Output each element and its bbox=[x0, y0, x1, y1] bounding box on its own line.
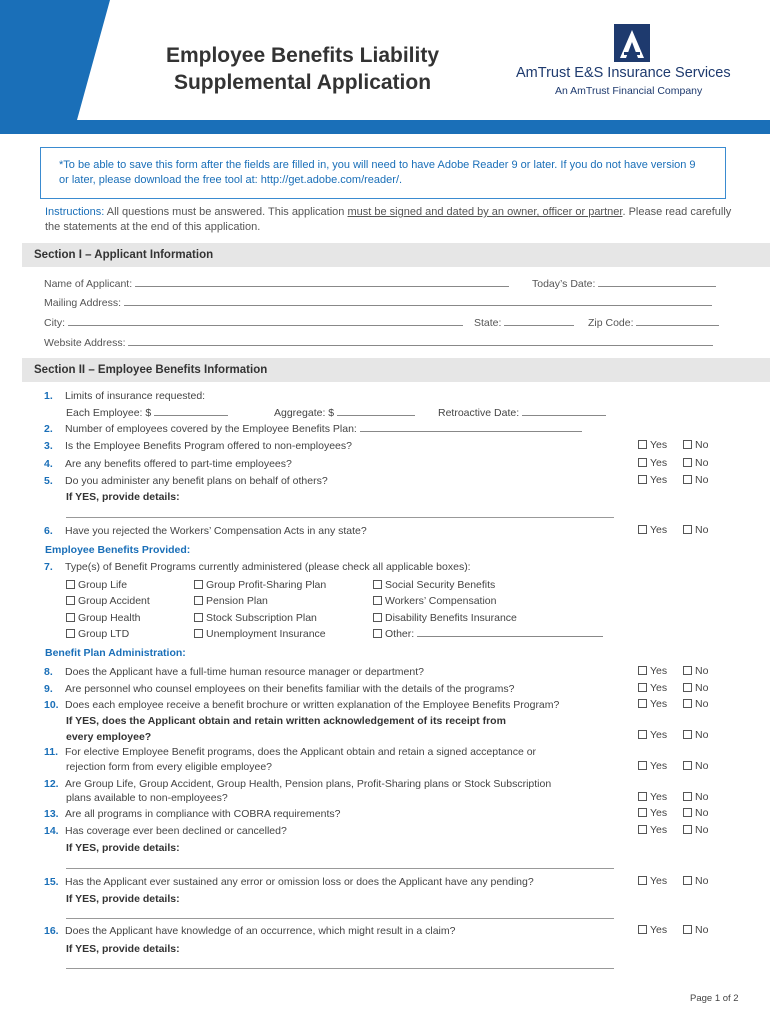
yes-label: Yes bbox=[650, 698, 668, 710]
checkbox-icon[interactable] bbox=[66, 580, 75, 589]
q13-yes[interactable] bbox=[638, 807, 667, 819]
no-label: No bbox=[695, 665, 709, 677]
plan-administration-heading: Benefit Plan Administration: bbox=[45, 647, 186, 659]
question-number: 9. bbox=[44, 683, 53, 695]
q10-ack-no[interactable] bbox=[683, 729, 708, 741]
page-number: Page 1 of 2 bbox=[690, 993, 739, 1004]
benefit-label: Group Accident bbox=[78, 595, 150, 607]
q14-details-field[interactable] bbox=[66, 868, 614, 869]
benefit-label: Disability Benefits Insurance bbox=[385, 612, 517, 624]
checkbox-icon[interactable] bbox=[638, 699, 647, 708]
question-1 bbox=[44, 389, 205, 403]
checkbox-icon[interactable] bbox=[683, 808, 692, 817]
checkbox-icon[interactable] bbox=[683, 825, 692, 834]
instructions-text2: . Please read carefully the statements at the end of this application. bbox=[45, 206, 732, 233]
question-number: 15. bbox=[44, 876, 59, 888]
question-16 bbox=[44, 924, 455, 938]
zip-label: Zip Code: bbox=[588, 317, 634, 329]
checkbox-icon[interactable] bbox=[683, 761, 692, 770]
question-text: Has the Applicant ever sustained any error or omission loss or does the Applicant have any pending? bbox=[65, 876, 534, 888]
q11-cont: rejection form from every eligible employee? bbox=[66, 761, 273, 773]
section1-header: Section I – Applicant Information bbox=[22, 243, 770, 267]
todays-date-field[interactable] bbox=[598, 277, 716, 287]
instructions-signature-requirement: must be signed and dated by an owner, officer or partner bbox=[347, 206, 623, 218]
checkbox-icon[interactable] bbox=[683, 525, 692, 534]
todays-date-row bbox=[532, 277, 716, 290]
question-number: 12. bbox=[44, 778, 59, 790]
checkbox-icon[interactable] bbox=[683, 440, 692, 449]
benefit-checkbox-group-ltd[interactable] bbox=[66, 627, 129, 641]
checkbox-icon[interactable] bbox=[683, 475, 692, 484]
q5-details-label: If YES, provide details: bbox=[66, 491, 180, 503]
no-label: No bbox=[695, 760, 709, 772]
question-15 bbox=[44, 875, 534, 889]
question-4 bbox=[44, 457, 292, 471]
benefit-label: Group Profit-Sharing Plan bbox=[206, 579, 327, 591]
city-row bbox=[44, 316, 463, 329]
benefit-checkbox-pension-plan[interactable] bbox=[194, 594, 268, 608]
question-text: For elective Employee Benefit programs, does the Applicant obtain and retain a signed acceptance or bbox=[65, 746, 537, 758]
yes-label: Yes bbox=[650, 665, 668, 677]
benefit-label: Group LTD bbox=[78, 628, 130, 640]
checkbox-icon[interactable] bbox=[683, 699, 692, 708]
benefit-checkbox-workers-comp[interactable] bbox=[373, 594, 496, 608]
yes-label: Yes bbox=[650, 474, 668, 486]
yes-label: Yes bbox=[650, 760, 668, 772]
question-7 bbox=[44, 560, 471, 574]
checkbox-icon[interactable] bbox=[638, 792, 647, 801]
yes-label: Yes bbox=[650, 729, 668, 741]
q15-details-label: If YES, provide details: bbox=[66, 893, 180, 905]
question-number: 14. bbox=[44, 825, 59, 837]
applicant-name-label: Name of Applicant: bbox=[44, 278, 133, 290]
q12-yes[interactable] bbox=[638, 791, 667, 803]
retroactive-date-label: Retroactive Date: bbox=[438, 407, 520, 419]
no-label: No bbox=[695, 791, 709, 803]
question-number: 1. bbox=[44, 390, 53, 402]
q13-no[interactable] bbox=[683, 807, 708, 819]
question-11 bbox=[44, 745, 536, 759]
each-employee-limit-row bbox=[66, 406, 228, 420]
form-title-line1: Employee Benefits Liability bbox=[165, 44, 440, 67]
question-number: 16. bbox=[44, 925, 59, 937]
no-label: No bbox=[695, 875, 709, 887]
form-title-line2: Supplemental Application bbox=[173, 71, 432, 94]
q12-cont: plans available to non-employees? bbox=[66, 792, 228, 804]
question-text: Do you administer any benefit plans on behalf of others? bbox=[65, 475, 328, 487]
company-name: AmTrust E&S Insurance Services bbox=[516, 65, 731, 81]
checkbox-icon[interactable] bbox=[194, 596, 203, 605]
instructions bbox=[45, 205, 735, 235]
employees-covered-field[interactable] bbox=[360, 422, 582, 432]
question-text: Is the Employee Benefits Program offered to non-employees? bbox=[65, 440, 352, 452]
yes-label: Yes bbox=[650, 807, 668, 819]
question-12 bbox=[44, 777, 551, 791]
yes-label: Yes bbox=[650, 824, 668, 836]
no-label: No bbox=[695, 807, 709, 819]
no-label: No bbox=[695, 474, 709, 486]
benefit-label: Pension Plan bbox=[206, 595, 268, 607]
form-title bbox=[120, 42, 485, 96]
q10-yes[interactable] bbox=[638, 698, 667, 710]
header-accent-strip bbox=[0, 120, 770, 134]
q14-no[interactable] bbox=[683, 824, 708, 836]
checkbox-icon[interactable] bbox=[683, 792, 692, 801]
question-number: 13. bbox=[44, 808, 59, 820]
q12-no[interactable] bbox=[683, 791, 708, 803]
mailing-address-field[interactable] bbox=[124, 296, 712, 306]
q14-details-label: If YES, provide details: bbox=[66, 842, 180, 854]
question-number: 3. bbox=[44, 440, 53, 452]
aggregate-limit-field[interactable] bbox=[337, 406, 415, 416]
no-label: No bbox=[695, 457, 709, 469]
q9-yes[interactable] bbox=[638, 682, 667, 694]
benefit-checkbox-stock-subscription[interactable] bbox=[194, 611, 317, 625]
no-label: No bbox=[695, 729, 709, 741]
question-number: 7. bbox=[44, 561, 53, 573]
benefit-checkbox-profit-sharing[interactable] bbox=[194, 578, 326, 592]
each-employee-limit-field[interactable] bbox=[154, 406, 228, 416]
checkbox-icon[interactable] bbox=[638, 925, 647, 934]
question-text: Does the Applicant have knowledge of an occurrence, which might result in a claim? bbox=[65, 925, 456, 937]
retroactive-date-field[interactable] bbox=[522, 406, 606, 416]
checkbox-icon[interactable] bbox=[638, 808, 647, 817]
checkbox-icon[interactable] bbox=[373, 580, 382, 589]
question-text: Are any benefits offered to part-time employees? bbox=[65, 458, 292, 470]
benefit-checkbox-group-accident[interactable] bbox=[66, 594, 150, 608]
question-text: Have you rejected the Workers’ Compensation Acts in any state? bbox=[65, 525, 367, 537]
website-label: Website Address: bbox=[44, 337, 126, 349]
question-2 bbox=[44, 422, 582, 436]
checkbox-icon[interactable] bbox=[683, 683, 692, 692]
benefit-checkbox-group-life[interactable] bbox=[66, 578, 127, 592]
no-label: No bbox=[695, 698, 709, 710]
checkbox-icon[interactable] bbox=[683, 730, 692, 739]
zip-row bbox=[588, 316, 719, 329]
checkbox-icon[interactable] bbox=[373, 596, 382, 605]
benefit-checkbox-other[interactable] bbox=[373, 627, 603, 641]
q4-no[interactable] bbox=[683, 457, 708, 469]
retroactive-date-row bbox=[438, 406, 606, 420]
question-number: 10. bbox=[44, 699, 59, 711]
checkbox-icon[interactable] bbox=[373, 629, 382, 638]
yes-label: Yes bbox=[650, 875, 668, 887]
q15-no[interactable] bbox=[683, 875, 708, 887]
q10-sub-line1: If YES, does the Applicant obtain and retain written acknowledgement of its receipt from bbox=[66, 715, 506, 727]
state-field[interactable] bbox=[504, 316, 574, 326]
question-5 bbox=[44, 474, 328, 488]
benefit-checkbox-disability[interactable] bbox=[373, 611, 517, 625]
question-text: Are personnel who counsel employees on their benefits familiar with the details of the programs? bbox=[65, 683, 515, 695]
zip-field[interactable] bbox=[636, 316, 719, 326]
q6-no[interactable] bbox=[683, 524, 708, 536]
checkbox-icon[interactable] bbox=[194, 629, 203, 638]
q5-yes[interactable] bbox=[638, 474, 667, 486]
benefit-label: Other: bbox=[385, 628, 415, 640]
checkbox-icon[interactable] bbox=[66, 629, 75, 638]
q4-yes[interactable] bbox=[638, 457, 667, 469]
yes-label: Yes bbox=[650, 524, 668, 536]
benefit-checkbox-unemployment[interactable] bbox=[194, 627, 326, 641]
q3-no[interactable] bbox=[683, 439, 708, 451]
q15-details-field[interactable] bbox=[66, 918, 614, 919]
checkbox-icon[interactable] bbox=[194, 580, 203, 589]
benefits-provided-heading: Employee Benefits Provided: bbox=[45, 544, 191, 556]
checkbox-icon[interactable] bbox=[66, 596, 75, 605]
checkbox-icon[interactable] bbox=[638, 440, 647, 449]
checkbox-icon[interactable] bbox=[194, 613, 203, 622]
question-number: 2. bbox=[44, 423, 53, 435]
checkbox-icon[interactable] bbox=[638, 730, 647, 739]
question-text: Has coverage ever been declined or cancelled? bbox=[65, 825, 287, 837]
question-text: Does each employee receive a benefit brochure or written explanation of the Employee Benefits Program? bbox=[65, 699, 560, 711]
benefit-label: Unemployment Insurance bbox=[206, 628, 326, 640]
q16-no[interactable] bbox=[683, 924, 708, 936]
q11-yes[interactable] bbox=[638, 760, 667, 772]
question-14 bbox=[44, 824, 287, 838]
applicant-name-row bbox=[44, 277, 509, 290]
applicant-name-field[interactable] bbox=[135, 277, 509, 287]
q9-no[interactable] bbox=[683, 682, 708, 694]
checkbox-icon[interactable] bbox=[638, 525, 647, 534]
checkbox-icon[interactable] bbox=[638, 475, 647, 484]
question-3 bbox=[44, 439, 352, 453]
instructions-lead: Instructions: bbox=[45, 206, 105, 218]
other-benefit-field[interactable] bbox=[417, 627, 603, 637]
mailing-address-label: Mailing Address: bbox=[44, 297, 122, 309]
checkbox-icon[interactable] bbox=[683, 458, 692, 467]
q10-no[interactable] bbox=[683, 698, 708, 710]
question-text: Does the Applicant have a full-time human resource manager or department? bbox=[65, 666, 424, 678]
yes-label: Yes bbox=[650, 439, 668, 451]
checkbox-icon[interactable] bbox=[683, 666, 692, 675]
no-label: No bbox=[695, 524, 709, 536]
q14-yes[interactable] bbox=[638, 824, 667, 836]
benefit-checkbox-social-security[interactable] bbox=[373, 578, 495, 592]
todays-date-label: Today’s Date: bbox=[532, 278, 596, 290]
checkbox-icon[interactable] bbox=[373, 613, 382, 622]
no-label: No bbox=[695, 924, 709, 936]
aggregate-label: Aggregate: $ bbox=[274, 407, 335, 419]
yes-label: Yes bbox=[650, 791, 668, 803]
no-label: No bbox=[695, 439, 709, 451]
q15-yes[interactable] bbox=[638, 875, 667, 887]
checkbox-icon[interactable] bbox=[638, 666, 647, 675]
q16-details-field[interactable] bbox=[66, 968, 614, 969]
benefit-label: Group Life bbox=[78, 579, 128, 591]
section2-header: Section II – Employee Benefits Information bbox=[22, 358, 770, 382]
question-number: 8. bbox=[44, 666, 53, 678]
aggregate-limit-row bbox=[274, 406, 415, 420]
question-text: Are all programs in compliance with COBRA requirements? bbox=[65, 808, 341, 820]
benefit-label: Group Health bbox=[78, 612, 141, 624]
q6-yes[interactable] bbox=[638, 524, 667, 536]
q3-yes[interactable] bbox=[638, 439, 667, 451]
q16-details-label: If YES, provide details: bbox=[66, 943, 180, 955]
checkbox-icon[interactable] bbox=[683, 876, 692, 885]
q16-yes[interactable] bbox=[638, 924, 667, 936]
q8-no[interactable] bbox=[683, 665, 708, 677]
q11-no[interactable] bbox=[683, 760, 708, 772]
benefit-label: Workers’ Compensation bbox=[385, 595, 497, 607]
benefit-label: Stock Subscription Plan bbox=[206, 612, 317, 624]
question-9 bbox=[44, 682, 514, 696]
state-label: State: bbox=[474, 317, 502, 329]
city-field[interactable] bbox=[68, 316, 463, 326]
yes-label: Yes bbox=[650, 457, 668, 469]
website-row bbox=[44, 336, 713, 349]
checkbox-icon[interactable] bbox=[638, 876, 647, 885]
question-text: Type(s) of Benefit Programs currently administered (please check all applicable boxes): bbox=[65, 561, 471, 573]
q10-ack-yes[interactable] bbox=[638, 729, 667, 741]
company-tagline: An AmTrust Financial Company bbox=[555, 85, 703, 97]
q10-sub-line2: every employee? bbox=[66, 731, 152, 743]
question-number: 4. bbox=[44, 458, 53, 470]
question-8 bbox=[44, 665, 424, 679]
q8-yes[interactable] bbox=[638, 665, 667, 677]
mailing-address-row bbox=[44, 296, 712, 309]
question-text: Are Group Life, Group Accident, Group Health, Pension plans, Profit-Sharing plans or Stock Subscription bbox=[65, 778, 552, 790]
checkbox-icon[interactable] bbox=[638, 825, 647, 834]
question-number: 11. bbox=[44, 746, 59, 758]
benefit-label: Social Security Benefits bbox=[385, 579, 496, 591]
question-number: 5. bbox=[44, 475, 53, 487]
state-row bbox=[474, 316, 574, 329]
benefit-checkbox-group-health[interactable] bbox=[66, 611, 140, 625]
question-13 bbox=[44, 807, 340, 821]
question-text: Number of employees covered by the Employee Benefits Plan: bbox=[65, 423, 357, 435]
no-label: No bbox=[695, 824, 709, 836]
q5-details-field[interactable] bbox=[66, 517, 614, 518]
instructions-text1: All questions must be answered. This application bbox=[104, 206, 348, 218]
checkbox-icon[interactable] bbox=[66, 613, 75, 622]
yes-label: Yes bbox=[650, 924, 668, 936]
checkbox-icon[interactable] bbox=[638, 761, 647, 770]
yes-label: Yes bbox=[650, 682, 668, 694]
each-employee-label: Each Employee: $ bbox=[66, 407, 152, 419]
checkbox-icon[interactable] bbox=[683, 925, 692, 934]
q5-no[interactable] bbox=[683, 474, 708, 486]
question-10 bbox=[44, 698, 559, 712]
question-number: 6. bbox=[44, 525, 53, 537]
checkbox-icon[interactable] bbox=[638, 458, 647, 467]
amtrust-logo-icon bbox=[614, 24, 650, 62]
no-label: No bbox=[695, 682, 709, 694]
city-label: City: bbox=[44, 317, 65, 329]
checkbox-icon[interactable] bbox=[638, 683, 647, 692]
question-text: Limits of insurance requested: bbox=[65, 390, 206, 402]
question-6 bbox=[44, 524, 367, 538]
website-field[interactable] bbox=[128, 336, 713, 346]
adobe-notice: *To be able to save this form after the fields are filled in, you will need to have Adobe Reader 9 or later. If you do not have version 9 or later, please download the free tool at: http://get.adobe.com/reader/. bbox=[40, 147, 726, 199]
